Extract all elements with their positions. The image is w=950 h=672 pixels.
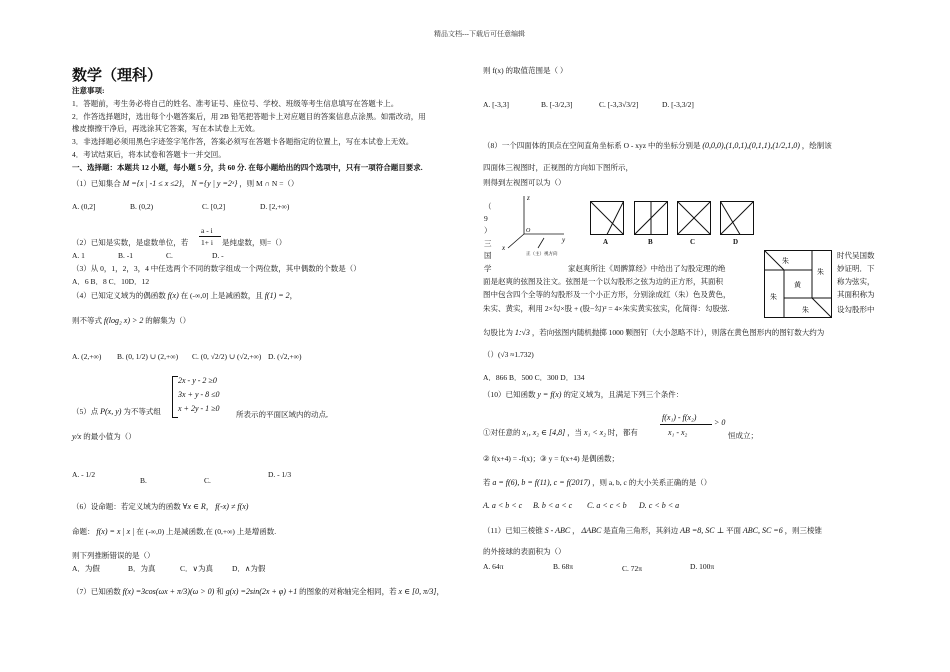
q5-ineq-1: 2x - y - 2 ≥0 — [178, 376, 217, 385]
q7-option-c: C. [-3,3√3/2] — [599, 100, 639, 109]
q5-option-c: C. — [204, 476, 211, 485]
q9-col-1: （ — [484, 202, 492, 211]
q5-line2: y/x 的最小值为（） — [72, 432, 136, 441]
q9-xian-figure — [764, 250, 832, 318]
origin-label: O — [526, 228, 531, 234]
q10-stem: （10）已知函数 y = f(x) 的定义域为，且满足下列三个条件： — [483, 390, 684, 399]
q10-option-b: B. b < a < c — [533, 501, 573, 510]
q9-col-5: 国 — [484, 251, 492, 260]
q9-right-5: 设勾股形中 — [837, 305, 875, 314]
q5-option-b: B. — [140, 476, 147, 485]
q4-option-a: A. (2,+∞) — [72, 352, 102, 361]
q10-cond1-end: 恒成立； — [728, 431, 758, 440]
q6-option-c: C．∨为真 — [180, 564, 213, 573]
axis-x-label: x — [502, 244, 506, 252]
q9-line5: 勾股比为 1:√3 ，若向弦图内随机抛掷 1000 颗图钉（大小忽略不计），则落在黄色图形内的图钉数大约为 — [483, 328, 825, 337]
axis-y-label: y — [562, 236, 566, 244]
q11-option-a: A. 64π — [483, 562, 504, 571]
q3-stem: （3）从 0，1，2，3，4 中任选两个不同的数字组成一个两位数，其中偶数的个数是（） — [72, 264, 361, 273]
q1-option-c: C. [0,2] — [202, 202, 226, 211]
q11-option-c: C. 72π — [622, 564, 643, 573]
q6-option-a: A．为假 — [72, 564, 100, 573]
q5-stem: （5）点 P(x, y) 为不等式组 — [72, 407, 161, 416]
q11-stem: （11）已知三棱锥 S - ABC ， ΔABC 是直角三角形，其斜边 AB =8, SC ⊥ 平面 ABC, SC =6 ，则三棱锥 — [483, 526, 823, 535]
q4-line2: 则不等式 f(log₂ x) > 2 的解集为（） — [72, 316, 191, 325]
section-heading: 一、选择题：本题共 12 小题，每小题 5 分，共 60 分. 在每小题给出的四个选项中，只有一项符合题目要求. — [72, 163, 423, 172]
q4-stem: （4）已知定义域为的偶函数 f(x) 在 (-∞,0] 上是减函数，且 f(1) = 2， — [72, 291, 298, 300]
q1-stem: （1）已知集合 M ={x | -1 ≤ x ≤2}， N ={y | y =2ˣ} ，则 M ∩ N =（） — [72, 179, 299, 188]
q8-choice-a[interactable] — [590, 201, 624, 235]
q9-options: A．866 B．500 C．300 D．134 — [483, 373, 585, 382]
q2-frac-bar — [199, 236, 221, 237]
q2-frac-top: a - i — [201, 226, 213, 235]
q9-line1: 家赵爽所注《周髀算经》中给出了勾股定理的绝 — [568, 264, 726, 273]
notice-2-cont: 橡皮擦擦干净后，再选涂其它答案，写在本试卷上无效。 — [72, 124, 260, 133]
q11-option-b: B. 68π — [553, 562, 574, 571]
q4-option-d: D. (√2,+∞) — [268, 352, 302, 361]
q7-stem: （7）已知函数 f(x) =3cos(ωx + π/3)(ω > 0) 和 g(x) =2sin(2x + φ) +1 的图象的对称轴完全相同，若 x ∈ [0, π/3]， — [72, 587, 444, 596]
notice-2: 2．作答选择题时，选出每个小题答案后，用 2B 铅笔把答题卡上对应题目的答案信息点涂黑。如需改动，用 — [72, 112, 426, 121]
q9-right-4: 其面积称为 — [837, 290, 875, 299]
q5-option-a: A. - 1/2 — [72, 470, 96, 479]
q1-option-a: A. (0,2] — [72, 202, 96, 211]
page-header: 精品文档---下载后可任意编辑 — [434, 30, 525, 38]
q3-options: A．6 B．8 C．10D．12 — [72, 277, 150, 286]
q2-frac-bot: 1+ i — [201, 238, 213, 247]
q8-label-c: C — [690, 238, 696, 246]
q5-option-d: D. - 1/3 — [268, 470, 292, 479]
notice-3: 3．非选择题必须用黑色字迹签字笔作答，答案必须写在答题卡各题指定的位置上，写在本试卷上无效。 — [72, 137, 414, 146]
q10-option-d: D. c < b < a — [639, 501, 680, 510]
q6-line1: （6）设命题：若定义域为的函数 ∀x ∈ R， f(-x) ≠ f(x) — [72, 502, 249, 511]
q8-stem: （8）一个四面体的顶点在空间直角坐标系 O - xyz 中的坐标分别是 (0,0,0),(1,0,1),(0,1,1),(1/2,1,0) ，绘制该 — [483, 141, 832, 150]
view-direction-caption: 正（主）视方向 — [526, 251, 558, 256]
q10-frac-bot: x₁ - x₂ — [668, 428, 688, 437]
q5-ineq-2: 3x + y - 8 ≤0 — [178, 390, 220, 399]
q10-cond2: ② f(x+4) = -f(x)；③ y = f(x+4) 是偶函数； — [483, 454, 619, 463]
q5-ineq-3: x + 2y - 1 ≥0 — [178, 404, 220, 413]
q6-line3: 则下列推断错误的是（） — [72, 551, 155, 560]
q9-col-4: 三 — [484, 239, 492, 248]
zhu-label-2: 朱 — [817, 268, 824, 276]
q8-choice-c[interactable] — [677, 201, 711, 235]
axis-z-label: z — [527, 194, 530, 202]
zhu-label-1: 朱 — [782, 257, 789, 265]
q7-tail: 则 f(x) 的取值范围是（ ） — [483, 66, 568, 75]
q6-option-d: D．∧为假 — [232, 564, 266, 573]
q4-option-b: B. (0, 1/2) ∪ (2,+∞) — [117, 352, 179, 361]
q10-frac-top: f(x₁) - f(x₂) — [662, 413, 697, 422]
q8-line3: 则得到左视图可以为（） — [483, 178, 566, 187]
q10-cond3: 若 a = f(6), b = f(11), c = f(2017) ，则 a, b, c 的大小关系正确的是（） — [483, 478, 712, 487]
q10-frac-bar — [660, 424, 712, 425]
q9-line6: （）(√3 ≈1.732) — [483, 350, 534, 359]
q10-option-a: A. a < b < c — [483, 501, 523, 510]
q8-axes-figure — [498, 190, 578, 256]
q11-option-d: D. 100π — [690, 562, 715, 571]
q1-option-b: B. (0,2) — [130, 202, 154, 211]
q7-option-b: B. [-3/2,3] — [541, 100, 573, 109]
q2-stem-a: （2）已知是实数，是虚数单位，若 — [72, 238, 189, 247]
q1-option-d: D. [2,+∞) — [260, 202, 290, 211]
q11-line2: 的外接球的表面积为（） — [483, 547, 566, 556]
q2-option-a: A. 1 — [72, 251, 85, 260]
q9-right-1: 时代吴国数 — [837, 251, 875, 260]
q9-line2: 面是赵爽的弦图及注文。弦图是一个以勾股形之弦为边的正方形，其面积 — [483, 277, 723, 286]
q10-cond1: ①对任意的 x₁, x₂ ∈ [4,8] ，当 x₁ < x₂ 时，都有 — [483, 428, 638, 437]
q6-line2: 命题： f(x) = x | x | 在 (-∞,0) 上是减函数,在 (0,+∞) 上是增函数. — [72, 527, 277, 536]
q8-label-b: B — [648, 238, 653, 246]
q10-frac-gt: > 0 — [714, 418, 726, 427]
page-title: 数学（理科） — [72, 66, 163, 84]
notice-heading: 注意事项: — [72, 86, 105, 95]
q9-right-3: 称为弦实， — [837, 277, 875, 286]
notice-4: 4．考试结束后，将本试卷和答题卡一并交回。 — [72, 150, 226, 159]
q9-line4: 朱实、黄实，利用 2×勾×股 + (股−勾)² = 4×朱实黄实弦实，化简得：勾股弦. — [483, 304, 730, 313]
q4-option-c: C. (0, √2/2) ∪ (√2,+∞) — [192, 352, 262, 361]
q2-option-c: C. — [166, 251, 173, 260]
q9-line3: 图中包含四个全等的勾股形及一个小正方形，分别涂成红（朱）色及黄色， — [483, 290, 731, 299]
q6-option-b: B．为真 — [128, 564, 156, 573]
q8-choice-b[interactable] — [634, 201, 668, 235]
q2-option-b: B. -1 — [118, 251, 133, 260]
q2-option-d: D. - — [212, 251, 224, 260]
zhu-label-4: 朱 — [802, 306, 809, 314]
zhu-label-3: 朱 — [770, 293, 777, 301]
notice-1: 1．答题前，考生务必将自己的姓名、准考证号、座位号、学校、班级等考生信息填写在答题卡上。 — [72, 99, 399, 108]
q9-col-3: ） — [484, 226, 492, 235]
q2-stem-b: 是纯虚数，则=（） — [222, 238, 287, 247]
q9-col-2: 9 — [484, 214, 488, 223]
q8-label-a: A — [603, 238, 609, 246]
huang-label: 黄 — [794, 281, 801, 289]
q10-option-c: C. a < c < b — [587, 501, 627, 510]
q8-choice-d[interactable] — [720, 201, 754, 235]
q8-label-d: D — [733, 238, 739, 246]
q7-option-a: A. [-3,3] — [483, 100, 510, 109]
q9-col-6: 学 — [484, 264, 492, 273]
q7-option-d: D. [-3,3/2] — [662, 100, 694, 109]
q9-right-2: 妙证明．下 — [837, 264, 875, 273]
q8-line2: 四面体三视图时，正视图的方向如下图所示， — [483, 163, 633, 172]
q5-stem-c: 所表示的平面区域内的动点, — [236, 410, 328, 419]
